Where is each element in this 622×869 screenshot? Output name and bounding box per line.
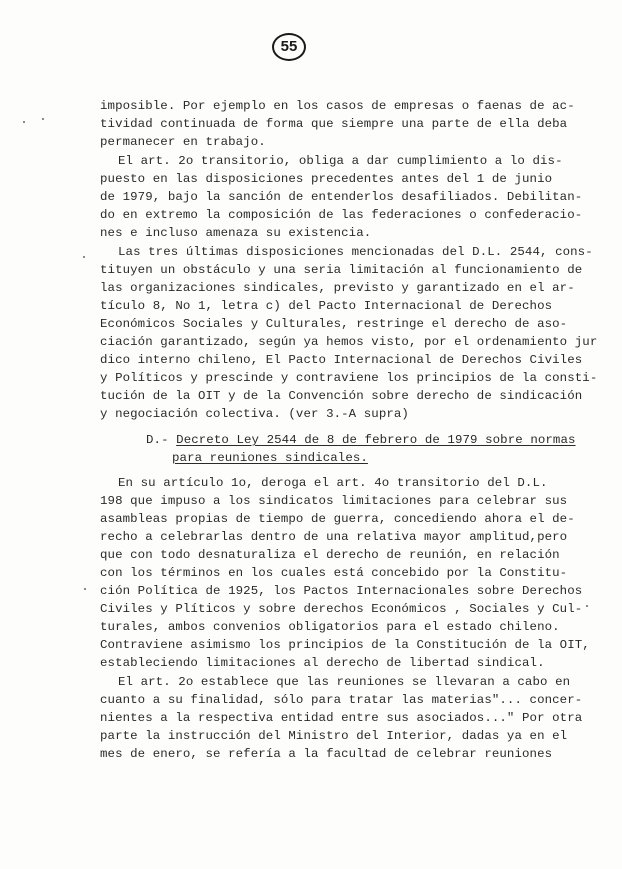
section-title: Decreto Ley 2544 de 8 de febrero de 1979 sobre normas <box>176 433 576 447</box>
text-line: recho a celebrarlas dentro de una relativa mayor amplitud,pero <box>100 530 568 544</box>
text-line: Contraviene asimismo los principios de la Constitución de la OIT, <box>100 638 590 652</box>
text-line: cuanto a su finalidad, sólo para tratar las materias"... concer- <box>100 693 583 707</box>
text-line: tución de la OIT y de la Convención sobre derecho de sindicación <box>100 389 583 403</box>
text-line: que con todo desnaturaliza el derecho de reunión, en relación <box>100 548 560 562</box>
scan-speck <box>84 588 86 590</box>
text-line: mes de enero, se refería a la facultad de celebrar reuniones <box>100 747 553 761</box>
text-line: nientes a la respectiva entidad entre sus asociados..." Por otra <box>100 711 583 725</box>
text-line: tividad continuada de forma que siempre una parte de ella deba <box>100 117 568 131</box>
scan-speck <box>42 118 44 120</box>
text-line: tituyen un obstáculo y una seria limitación al funcionamiento de <box>100 263 583 277</box>
text-line: 198 que impuso a los sindicatos limitaciones para celebrar sus <box>100 494 568 508</box>
text-line: imposible. Por ejemplo en los casos de empresas o faenas de ac- <box>100 99 575 113</box>
text-line: asambleas propias de tiempo de guerra, concediendo ahora el de- <box>100 512 575 526</box>
text-line: nes e incluso amenaza su existencia. <box>100 226 372 240</box>
section-heading-line <box>172 450 368 466</box>
page-number: 55 <box>272 33 306 61</box>
section-heading-line <box>146 432 576 448</box>
text-line: turales, ambos convenios obligatorios para el estado chileno. <box>100 620 560 634</box>
text-line: do en extremo la composición de las federaciones o confederacio- <box>100 208 583 222</box>
section-label: D.- <box>146 433 169 447</box>
text-line: ciación garantizado, según ya hemos visto, por el ordenamiento jur <box>100 335 598 349</box>
section-title-continued: para reuniones sindicales. <box>172 451 368 465</box>
text-line: ción Política de 1925, los Pactos Internacionales sobre Derechos <box>100 584 583 598</box>
text-line: tículo 8, No 1, letra c) del Pacto Internacional de Derechos <box>100 299 553 313</box>
text-line: y negociación colectiva. (ver 3.-A supra) <box>100 407 409 421</box>
text-line: y Políticos y prescinde y contraviene los principios de la consti- <box>100 371 598 385</box>
text-line: Las tres últimas disposiciones mencionadas del D.L. 2544, cons- <box>118 245 593 259</box>
text-line: de 1979, bajo la sanción de entenderlos desafiliados. Debilitan- <box>100 190 583 204</box>
text-line: parte la instrucción del Ministro del Interior, dadas ya en el <box>100 729 568 743</box>
text-line: dico interno chileno, El Pacto Internacional de Derechos Civiles <box>100 353 583 367</box>
scan-speck <box>23 121 25 123</box>
text-line: estableciendo limitaciones al derecho de libertad sindical. <box>100 656 545 670</box>
text-line: En su artículo 1o, deroga el art. 4o transitorio del D.L. <box>118 476 548 490</box>
text-line: con los términos en los cuales está concebido por la Constitu- <box>100 566 568 580</box>
scan-speck <box>586 605 588 607</box>
text-line: Económicos Sociales y Culturales, restringe el derecho de aso- <box>100 317 568 331</box>
text-line: El art. 2o transitorio, obliga a dar cumplimiento a lo dis- <box>118 154 563 168</box>
text-line: Civiles y Plíticos y sobre derechos Económicos , Sociales y Cul- <box>100 602 583 616</box>
scan-speck <box>83 256 85 258</box>
text-line: puesto en las disposiciones precedentes antes del 1 de junio <box>100 172 553 186</box>
text-line: permanecer en trabajo. <box>100 135 266 149</box>
text-line: las organizaciones sindicales, previsto y garantizado en el ar- <box>100 281 575 295</box>
text-line: El art. 2o establece que las reuniones se llevaran a cabo en <box>118 675 571 689</box>
